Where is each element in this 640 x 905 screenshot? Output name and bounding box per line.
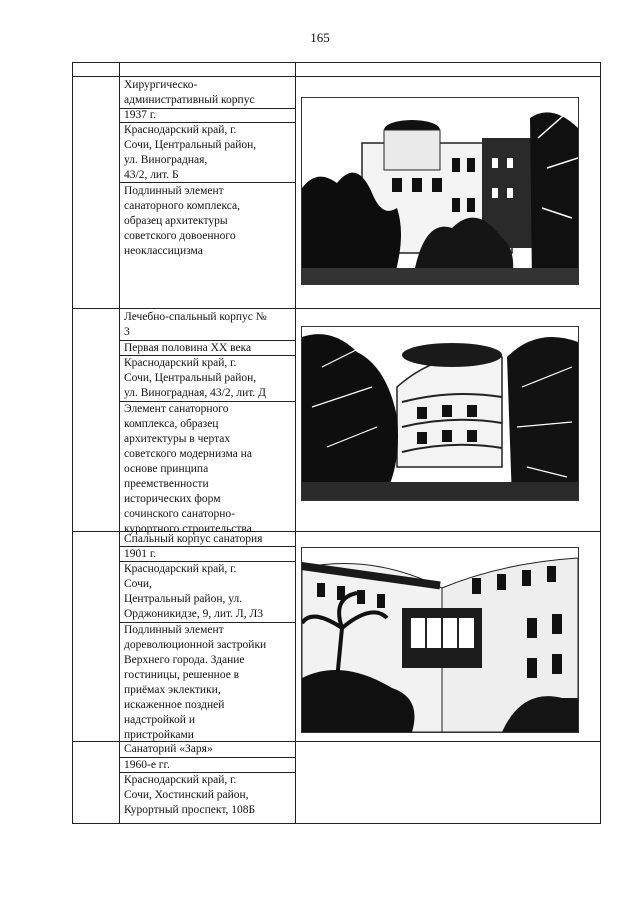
object-date: 1901 г.	[124, 548, 157, 560]
page-number: 165	[310, 30, 330, 45]
object-description: Элемент санаторного комплекса, образец архитектуры в чертах советского модернизма на основе принципа преемственности исторических форм сочинского санаторно- курортного строительства	[124, 403, 252, 535]
table-bottom-border	[72, 823, 601, 824]
row-separator-1	[72, 308, 601, 309]
object-address: Краснодарский край, г. Сочи, Хостинский район, Курортный проспект, 108Б	[124, 774, 256, 816]
object-address: Краснодарский край, г. Сочи, Центральный район, ул. Орджоникидзе, 9, лит. Л, Л3	[124, 563, 264, 620]
object-name: Спальный корпус санатория	[124, 533, 263, 545]
object-address: Краснодарский край, г. Сочи, Центральный район, ул. Виноградная, 43/2, лит. Б	[124, 124, 257, 181]
object-name: Хирургическо- административный корпус	[124, 79, 255, 106]
table-top-border	[72, 62, 601, 63]
building-photo	[301, 326, 579, 501]
object-name: Санаторий «Заря»	[124, 743, 213, 755]
table-divider-col1	[119, 62, 120, 824]
object-description: Подлинный элемент дореволюционной застройки Верхнего города. Здание гостиницы, решенное в приёмах эклектики, искаженное поздней надстройкой и пристройками	[124, 624, 267, 741]
building-photo	[301, 547, 579, 733]
object-name: Лечебно-спальный корпус № 3	[124, 311, 267, 338]
object-date: 1960-е гг.	[124, 759, 170, 771]
table-divider-col2	[295, 62, 296, 824]
object-description: Подлинный элемент санаторного комплекса, образец архитектуры советского довоенного неоклассицизма	[124, 185, 240, 257]
header-bottom-border	[72, 76, 601, 77]
table-border-left	[72, 62, 73, 824]
table-border-right	[600, 62, 601, 824]
object-date: 1937 г.	[124, 109, 157, 121]
object-date: Первая половина XX века	[124, 342, 252, 354]
building-photo	[301, 97, 579, 285]
object-address: Краснодарский край, г. Сочи, Центральный район, ул. Виноградная, 43/2, лит. Д	[124, 357, 267, 399]
